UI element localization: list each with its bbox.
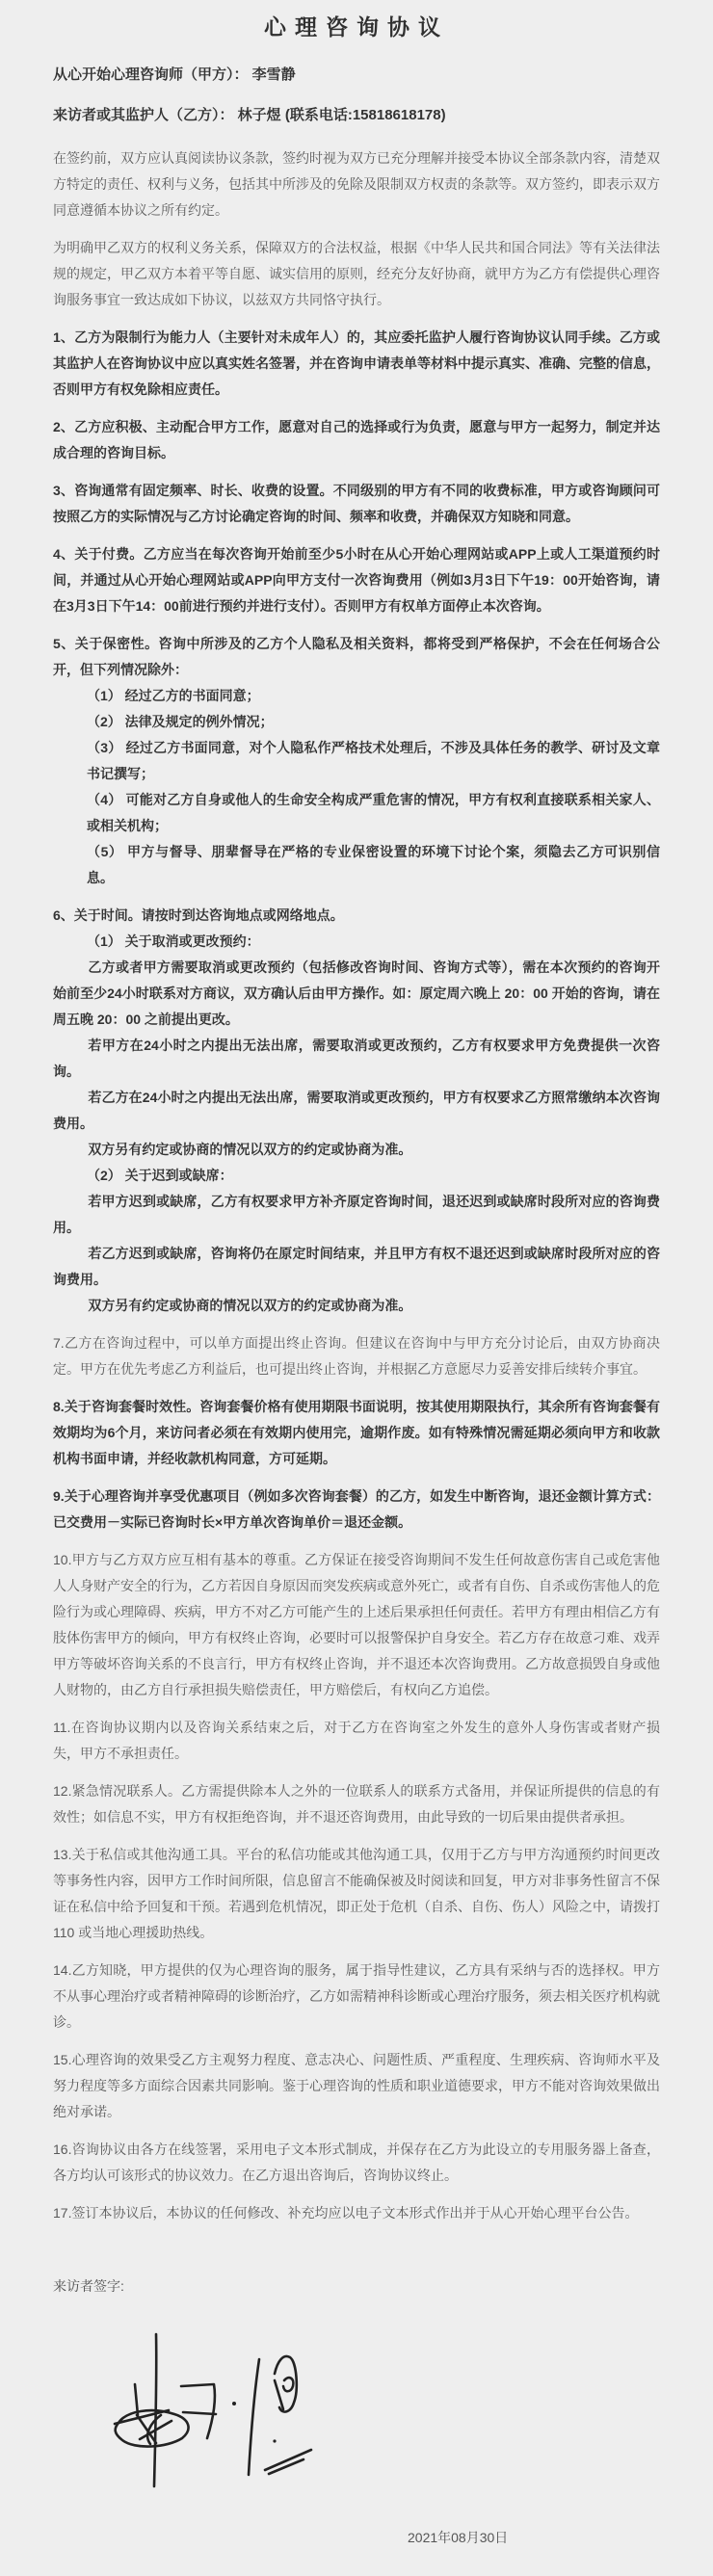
clause-text: 12.紧急情况联系人。乙方需提供除本人之外的一位联系人的联系方式备用，并保证所提供的信息的有效性；如信息不实，甲方有权拒绝咨询，并不退还咨询费用，由此导致的一切后果由提供者承担。 — [53, 1783, 660, 1825]
clause-text: 3、咨询通常有固定频率、时长、收费的设置。不同级别的甲方有不同的收费标准，甲方或咨询顾问可按照乙方的实际情况与乙方讨论确定咨询的时间、频率和收费，并确保双方知晓和同意。 — [53, 483, 660, 524]
clause-text: （1） 经过乙方的书面同意； — [87, 688, 260, 703]
clause-12 — [53, 1778, 660, 1830]
clause-5 — [53, 631, 660, 891]
clause-1 — [53, 325, 660, 403]
clause-text: 双方另有约定或协商的情况以双方的约定或协商为准。 — [88, 1298, 412, 1313]
intro-1 — [53, 145, 660, 223]
clause-17 — [53, 2200, 660, 2226]
clause-7 — [53, 1330, 660, 1382]
party-a-line: 从心开始心理咨询师（甲方）： 李雪静 — [53, 66, 296, 83]
page-title: 心理咨询协议 — [264, 14, 449, 39]
clause-6 — [53, 903, 660, 1319]
clause-text: （3） 经过乙方书面同意，对个人隐私作严格技术处理后，不涉及具体任务的教学、研讨及文章书记撰写； — [87, 740, 660, 781]
party-b-line: 来访者或其监护人（乙方）： 林子煜 (联系电话:15818618178) — [53, 107, 446, 123]
clause-10 — [53, 1547, 660, 1703]
clause-text: （2） 法律及规定的例外情况； — [87, 714, 274, 729]
clause-text: （1） 关于取消或更改预约： — [87, 933, 260, 949]
clause-text: 9.关于心理咨询并享受优惠项目（例如多次咨询套餐）的乙方，如发生中断咨询，退还金额计算方式：已交费用－实际已咨询时长×甲方单次咨询单价＝退还金额。 — [53, 1488, 660, 1530]
intro-2 — [53, 235, 660, 313]
clause-text: 15.心理咨询的效果受乙方主观努力程度、意志决心、问题性质、严重程度、生理疾病、咨询师水平及努力程度等多方面综合因素共同影响。鉴于心理咨询的性质和职业道德要求，甲方不能对咨询效果做出绝对承诺。 — [53, 2052, 660, 2119]
clause-text: 双方另有约定或协商的情况以双方的约定或协商为准。 — [88, 1142, 412, 1157]
clause-8 — [53, 1394, 660, 1472]
clause-text: 6、关于时间。请按时到达咨询地点或网络地点。 — [53, 907, 344, 923]
clause-16 — [53, 2137, 660, 2189]
clause-text: 若乙方迟到或缺席，咨询将仍在原定时间结束，并且甲方有权不退还迟到或缺席时段所对应的咨询费用。 — [53, 1246, 660, 1287]
clause-text: 13.关于私信或其他沟通工具。平台的私信功能或其他沟通工具，仅用于乙方与甲方沟通预约时间更改等事务性内容，因甲方工作时间所限，信息留言不能确保被及时阅读和回复，甲方对非事务性留言不保证在私信中给予回复和干预。若遇到危机情况，即正处于危机（自杀、自伤、伤人）风险之中，请拨打 110 或当地心理援助热线。 — [53, 1847, 660, 1940]
clause-text: 为明确甲乙双方的权利义务关系，保障双方的合法权益，根据《中华人民共和国合同法》等有关法律法规的规定，甲乙双方本着平等自愿、诚实信用的原则，经充分友好协商，就甲方为乙方有偿提供心理咨询服务事宜一致达成如下协议，以兹双方共同恪守执行。 — [53, 240, 660, 307]
clause-text: 4、关于付费。乙方应当在每次咨询开始前至少5小时在从心开始心理网站或APP上或人工渠道预约时间，并通过从心开始心理网站或APP向甲方支付一次咨询费用（例如3月3日下午19：00开始咨询，请在3月3日下午14：00前进行预约并进行支付）。否则甲方有权单方面停止本次咨询。 — [53, 546, 660, 614]
handwritten-signature — [82, 2323, 323, 2501]
clause-text: 17.签订本协议后，本协议的任何修改、补充均应以电子文本形式作出并于从心开始心理平台公告。 — [53, 2205, 639, 2221]
clause-3 — [53, 478, 660, 530]
clause-text: 5、关于保密性。咨询中所涉及的乙方个人隐私及相关资料，都将受到严格保护，不会在任何场合公开，但下列情况除外： — [53, 636, 660, 677]
clause-text: 若甲方迟到或缺席，乙方有权要求甲方补齐原定咨询时间，退还迟到或缺席时段所对应的咨询费用。 — [53, 1194, 660, 1235]
clause-text: 11.在咨询协议期内以及咨询关系结束之后，对于乙方在咨询室之外发生的意外人身伤害或者财产损失，甲方不承担责任。 — [53, 1720, 660, 1761]
clause-text: 16.咨询协议由各方在线签署，采用电子文本形式制成，并保存在乙方为此设立的专用服务器上备查，各方均认可该形式的协议效力。在乙方退出咨询后，咨询协议终止。 — [53, 2142, 660, 2183]
clause-13 — [53, 1842, 660, 1946]
clause-text: （2） 关于迟到或缺席： — [87, 1168, 233, 1183]
clause-text: 若甲方在24小时之内提出无法出席，需要取消或更改预约，乙方有权要求甲方免费提供一次咨询。 — [53, 1038, 660, 1079]
clauses — [53, 145, 660, 2226]
clause-text: （4） 可能对乙方自身或他人的生命安全构成严重危害的情况，甲方有权利直接联系相关家人、或相关机构； — [87, 792, 660, 833]
clause-text: 10.甲方与乙方双方应互相有基本的尊重。乙方保证在接受咨询期间不发生任何故意伤害自己或危害他人人身财产安全的行为，乙方若因自身原因而突发疾病或意外死亡，或者有自伤、自杀或伤害他人的危险行为或心理障碍、疾病，甲方不对乙方可能产生的上述后果承担任何责任。若甲方有理由相信乙方有肢体伤害甲方的倾向，甲方有权终止咨询，必要时可以报警保护自身安全。若乙方存在故意刁难、戏弄甲方等破坏咨询关系的不良言行，甲方有权终止咨询，并不退还本次咨询费用。乙方故意损毁自身或他人财物的，由乙方自行承担损失赔偿责任，甲方赔偿后，有权向乙方追偿。 — [53, 1552, 660, 1697]
clause-9 — [53, 1484, 660, 1536]
clause-text: 2、乙方应积极、主动配合甲方工作，愿意对自己的选择或行为负责，愿意与甲方一起努力，制定并达成合理的咨询目标。 — [53, 419, 660, 460]
clause-11 — [53, 1715, 660, 1767]
clause-text: 1、乙方为限制行为能力人（主要针对未成年人）的，其应委托监护人履行咨询协议认同手续。乙方或其监护人在咨询协议中应以真实姓名签署，并在咨询申请表单等材料中提示真实、准确、完整的信息，否则甲方有权免除相应责任。 — [53, 329, 660, 397]
clause-text: 在签约前，双方应认真阅读协议条款，签约时视为双方已充分理解并接受本协议全部条款内容，清楚双方特定的责任、权利与义务，包括其中所涉及的免除及限制双方权责的条款等。双方签约，即表示双方同意遵循本协议之所有约定。 — [53, 150, 660, 218]
signing-date: 2021年08月30日 — [408, 2530, 509, 2545]
signature-scribble-drawing — [82, 2323, 323, 2501]
clause-14 — [53, 1958, 660, 2036]
clause-text: 14.乙方知晓，甲方提供的仅为心理咨询的服务，属于指导性建议，乙方具有采纳与否的选择权。甲方不从事心理治疗或者精神障碍的诊断治疗，乙方如需精神科诊断或心理治疗服务，须去相关医疗机构就诊。 — [53, 1962, 660, 2030]
clause-2 — [53, 414, 660, 466]
clause-text: 乙方或者甲方需要取消或更改预约（包括修改咨询时间、咨询方式等），需在本次预约的咨询开始前至少24小时联系对方商议，双方确认后由甲方操作。如：原定周六晚上 20：00 开始的咨询，请在周五晚 20：00 之前提出更改。 — [53, 959, 660, 1027]
visitor-signature-label: 来访者签字: — [53, 2278, 124, 2294]
clause-15 — [53, 2047, 660, 2125]
clause-text: （5） 甲方与督导、朋辈督导在严格的专业保密设置的环境下讨论个案，须隐去乙方可识别信息。 — [87, 844, 660, 885]
clause-text: 8.关于咨询套餐时效性。咨询套餐价格有使用期限书面说明，按其使用期限执行，其余所有咨询套餐有效期均为6个月，来访问者必须在有效期内使用完，逾期作废。如有特殊情况需延期必须向甲方和收款机构书面申请，并经收款机构同意，方可延期。 — [53, 1399, 660, 1466]
clause-text: 若乙方在24小时之内提出无法出席，需要取消或更改预约，甲方有权要求乙方照常缴纳本次咨询费用。 — [53, 1090, 660, 1131]
clause-text: 7.乙方在咨询过程中，可以单方面提出终止咨询。但建议在咨询中与甲方充分讨论后，由双方协商决定。甲方在优先考虑乙方利益后，也可提出终止咨询，并根据乙方意愿尽力妥善安排后续转介事宜。 — [53, 1335, 660, 1377]
clause-4 — [53, 541, 660, 619]
